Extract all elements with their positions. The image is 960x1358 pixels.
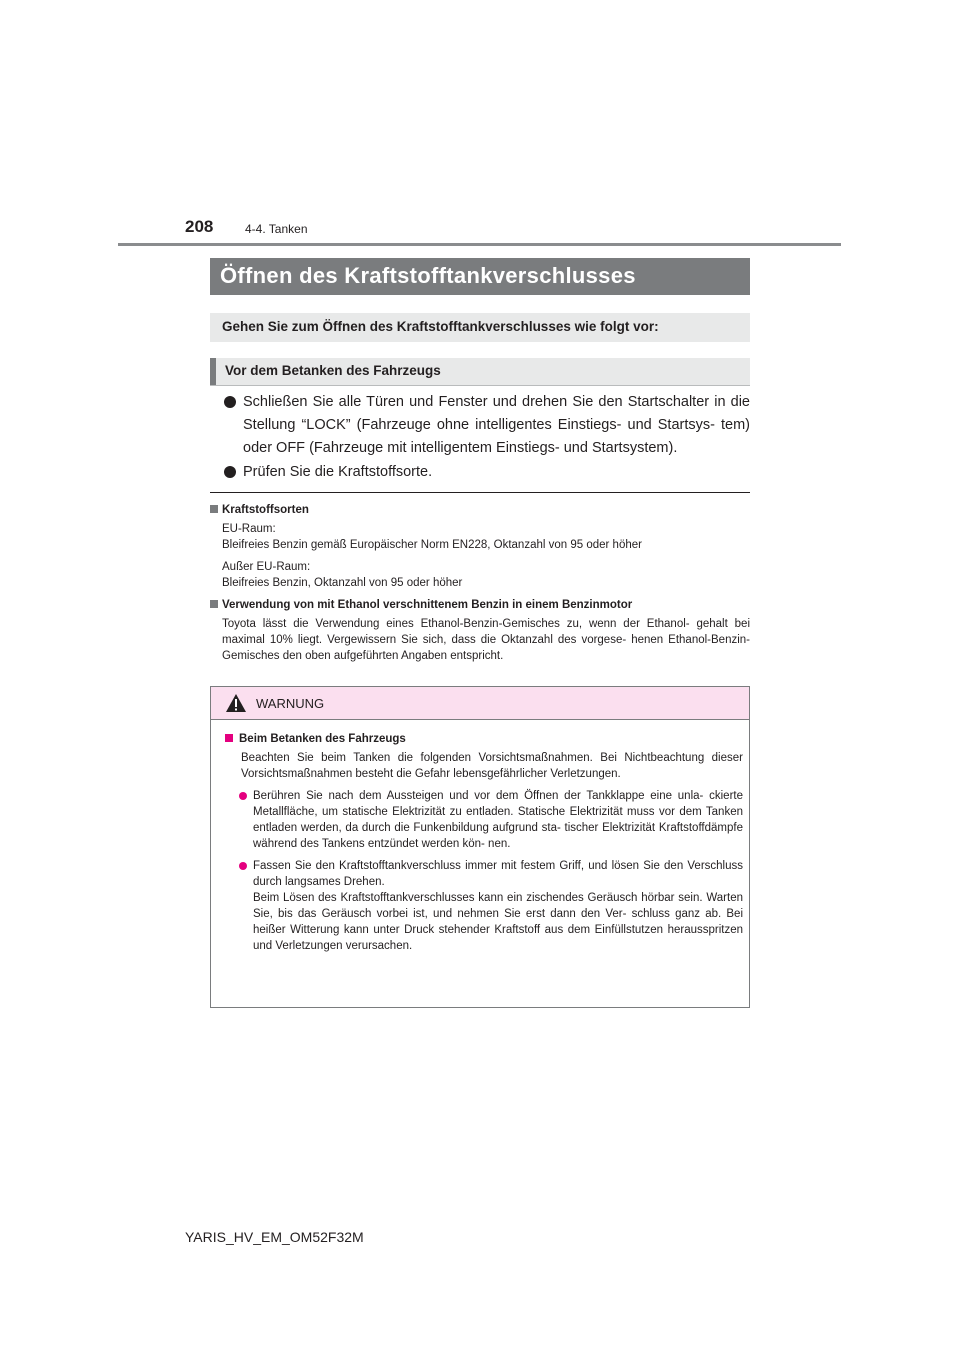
warning-heading-text: Beim Betanken des Fahrzeugs xyxy=(239,733,406,745)
step-text: Prüfen Sie die Kraftstoffsorte. xyxy=(243,464,433,480)
warning-bullet xyxy=(223,788,743,852)
square-bullet-icon xyxy=(225,734,233,742)
header-divider xyxy=(118,243,841,246)
non-eu-text: Bleifreies Benzin, Oktanzahl von 95 oder höher xyxy=(222,577,463,589)
note-body xyxy=(210,616,750,664)
step-item xyxy=(224,461,750,484)
page-number: 208 xyxy=(185,217,214,236)
subheading-bar xyxy=(210,358,750,386)
non-eu-label: Außer EU-Raum: xyxy=(222,561,311,573)
warning-bullet xyxy=(223,858,743,954)
bullet-dot-icon xyxy=(239,792,247,800)
notes-section xyxy=(210,502,750,670)
bullet-dot-icon xyxy=(224,396,236,408)
title-bar xyxy=(210,258,750,295)
intro-box xyxy=(210,313,750,342)
note-heading-text: Kraftstoffsorten xyxy=(222,504,309,516)
warning-label: WARNUNG xyxy=(256,696,325,711)
note-heading-text: Verwendung von mit Ethanol verschnittenem Benzin in einem Benzinmotor xyxy=(222,599,633,611)
note-paragraph xyxy=(222,521,750,553)
section-divider xyxy=(210,492,750,493)
section-label: 4-4. Tanken xyxy=(245,222,308,236)
subheading-text: Vor dem Betanken des Fahrzeugs xyxy=(225,363,441,378)
square-bullet-icon xyxy=(210,505,218,513)
subheading-accent xyxy=(210,358,216,385)
note-paragraph: Toyota lässt die Verwendung eines Ethanol-Benzin-Gemisches zu, wenn der Ethanol- gehalt bei maximal 10% liegt. Vergewissern Sie sich, dass die Oktanzahl des vorgese- henen Ethanol-Benzin-Gemisches den oben aufgeführten Angaben entspricht. xyxy=(222,618,750,662)
page-title: Öffnen des Kraftstofftankverschlusses xyxy=(220,263,636,288)
footer-code: YARIS_HV_EM_OM52F32M xyxy=(185,1229,364,1245)
square-bullet-icon xyxy=(210,600,218,608)
step-text: Schließen Sie alle Türen und Fenster und drehen Sie den Startschalter in die Stellung “LOCK” (Fahrzeuge ohne intelligentes Einstiegs- und Startsys- tem) oder OFF (Fahrzeuge mit intelligentem Einstiegs- und Startsystem). xyxy=(243,394,750,456)
warning-bullet-text: Fassen Sie den Kraftstofftankverschluss immer mit festem Griff, und lösen Sie den Verschluss durch langsames Drehen. xyxy=(253,860,743,888)
step-item xyxy=(224,391,750,460)
eu-label: EU-Raum: xyxy=(222,523,276,535)
note-paragraph xyxy=(222,559,750,591)
warning-bullet-text: Beim Lösen des Kraftstofftankverschlusses kann ein zischendes Geräusch hörbar sein. Warten Sie, bis das Geräusch vorbei ist, und nehmen Sie erst dann den Ver- schluss ganz ab. Bei heißer Witterung kann unter Druck stehender Kraftstoff aus dem Einfüllstutzen herausspritzen und Verletzungen verursachen. xyxy=(253,892,743,952)
note-heading xyxy=(210,502,750,518)
note-heading xyxy=(210,597,750,613)
warning-text: Beachten Sie beim Tanken die folgenden Vorsichtsmaßnahmen. Bei Nichtbeachtung dieser Vorsichtsmaßnahmen besteht die Gefahr lebensgefährlicher Verletzungen. xyxy=(241,752,743,780)
note-body xyxy=(210,521,750,591)
warning-box xyxy=(210,686,750,1008)
intro-text: Gehen Sie zum Öffnen des Kraftstofftankverschlusses wie folgt vor: xyxy=(222,319,659,334)
eu-text: Bleifreies Benzin gemäß Europäischer Norm EN228, Oktanzahl von 95 oder höher xyxy=(222,539,642,551)
warning-triangle-icon xyxy=(225,693,247,713)
warning-heading xyxy=(223,731,743,747)
warning-bullet-text: Berühren Sie nach dem Aussteigen und vor dem Öffnen der Tankklappe eine unla- ckierte Metallfläche, um statische Elektrizität zu entladen. Statische Elektrizität muss vor dem Tanken entladen werden, da durch die Funkenbildung aufgrund sta- tischer Elektrizität Kraftstoffdämpfe während des Tankens entzündet werden kön- nen. xyxy=(253,790,743,850)
step-list xyxy=(224,391,750,484)
warning-header xyxy=(211,687,749,720)
bullet-dot-icon xyxy=(224,466,236,478)
warning-body xyxy=(223,731,743,954)
bullet-dot-icon xyxy=(239,862,247,870)
